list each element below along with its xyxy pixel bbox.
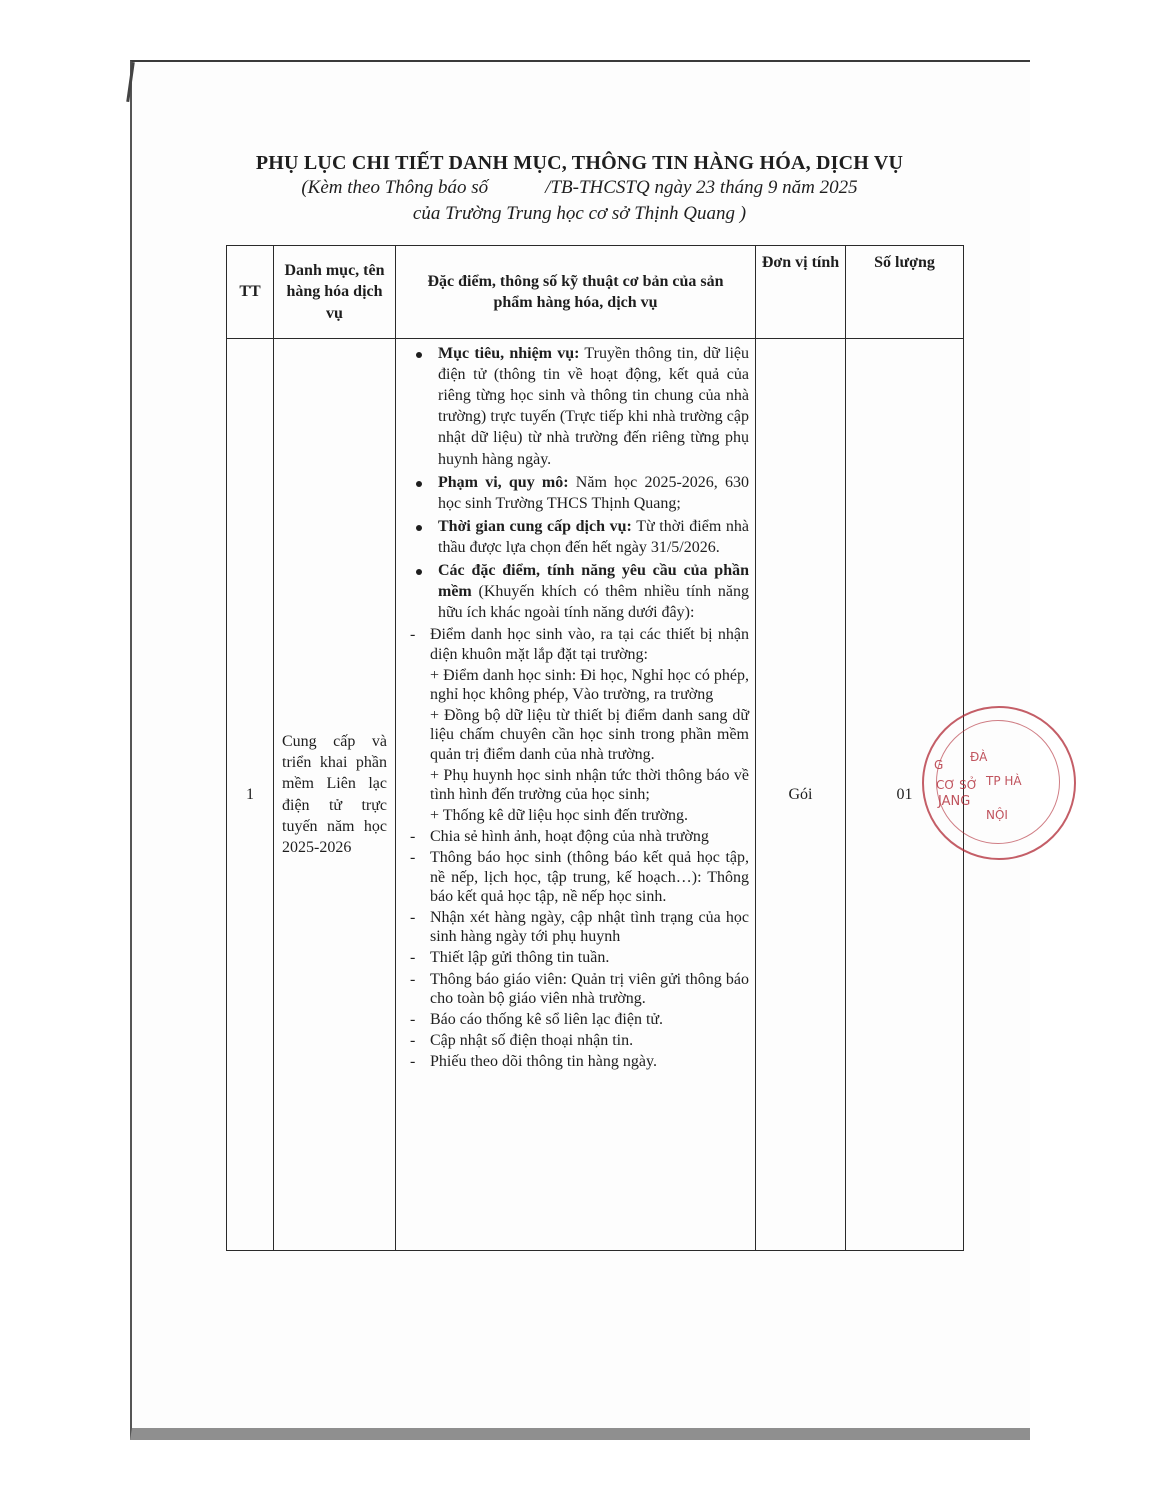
feature-item: - Phiếu theo dõi thông tin hàng ngày. xyxy=(408,1052,749,1071)
row-unit: Gói xyxy=(756,339,846,1251)
feature-item: - Nhận xét hàng ngày, cập nhật tình trạng của học sinh hàng ngày tới phụ huynh xyxy=(408,908,749,946)
feature-item: - Thông báo học sinh (thông báo kết quả học tập, nề nếp, lịch học, tập trung, kế hoạch…): Thông báo kết quả học tập, nề nếp học sinh. xyxy=(408,848,749,906)
header-desc: Đặc điểm, thông số kỹ thuật cơ bản của sản phẩm hàng hóa, dịch vụ xyxy=(396,246,756,339)
seal-text: TP HÀ xyxy=(986,774,1022,788)
sub-feature-item: + Phụ huynh học sinh nhận tức thời thông báo về tình hình đến trường của học sinh; xyxy=(430,766,749,803)
seal-text: ĐÀ xyxy=(970,750,988,764)
document-title: PHỤ LỤC CHI TIẾT DANH MỤC, THÔNG TIN HÀNG HÓA, DỊCH VỤ xyxy=(255,152,904,174)
sub-feature-item: + Thống kê dữ liệu học sinh đến trường. xyxy=(430,807,689,825)
feature-item: - Báo cáo thống kê sổ liên lạc điện tử. xyxy=(408,1010,749,1029)
header-tt: TT xyxy=(227,246,274,339)
goods-table xyxy=(226,245,964,1251)
seal-text: JANG xyxy=(938,794,971,809)
feature-item: - Thiết lập gửi thông tin tuần. xyxy=(408,948,749,967)
seal-text: CƠ SỞ xyxy=(936,778,978,792)
table-row xyxy=(227,339,964,1251)
spec-bullets xyxy=(408,343,749,623)
header-name: Danh mục, tên hàng hóa dịch vụ xyxy=(274,246,396,339)
row-item-name: Cung cấp và triển khai phần mềm Liên lạc điện tử trực tuyến năm học 2025-2026 xyxy=(274,339,396,1251)
document-subtitle-line2: của Trường Trung học cơ sở Thịnh Quang ) xyxy=(412,203,747,224)
bullet-objective: Mục tiêu, nhiệm vụ: Truyền thông tin, dữ liệu điện tử (thông tin về hoạt động, kết quả của riêng từng học sinh và thông tin chung của nhà trường) trực tuyến (Trực tiếp khi nhà trường cập nhật dữ liệu) từ nhà trường đến riêng từng phụ huynh hàng ngày. xyxy=(408,343,749,470)
bullet-features: Các đặc điểm, tính năng yêu cầu của phần mềm (Khuyến khích có thêm nhiều tính năng hữu ích khác ngoài tính năng dưới đây): xyxy=(408,560,749,623)
feature-attendance: - Điểm danh học sinh vào, ra tại các thiết bị nhận diện khuôn mặt lắp đặt tại trường: xyxy=(408,625,749,663)
feature-item: - Thông báo giáo viên: Quản trị viên gửi thông báo cho toàn bộ giáo viên nhà trường. xyxy=(408,970,749,1008)
document-subtitle-line1: (Kèm theo Thông báo số /TB-THCSTQ ngày 23 tháng 9 năm 2025 xyxy=(301,177,858,198)
official-seal xyxy=(922,706,1076,860)
feature-item: - Cập nhật số điện thoại nhận tin. xyxy=(408,1031,749,1050)
header-unit: Đơn vị tính xyxy=(756,246,846,339)
bullet-duration: Thời gian cung cấp dịch vụ: Từ thời điểm nhà thầu được lựa chọn đến hết ngày 31/5/2026. xyxy=(408,516,749,558)
seal-text: NỘI xyxy=(986,808,1008,822)
sub-feature-item: + Đồng bộ dữ liệu từ thiết bị điểm danh sang dữ liệu chấm chuyên cần học sinh trong phần mềm quản trị điểm danh của nhà trường. xyxy=(430,707,749,763)
seal-text: G xyxy=(934,758,944,772)
table-header-row xyxy=(227,246,964,339)
row-tt: 1 xyxy=(227,339,274,1251)
sub-feature-item: + Điểm danh học sinh: Đi học, Nghỉ học có phép, nghỉ học không phép, Vào trường, ra trường xyxy=(430,666,749,703)
row-description xyxy=(396,339,756,1251)
feature-item: - Chia sẻ hình ảnh, hoạt động của nhà trường xyxy=(408,827,749,846)
bullet-scope: Phạm vi, quy mô: Năm học 2025-2026, 630 học sinh Trường THCS Thịnh Quang; xyxy=(408,472,749,514)
header-qty: Số lượng xyxy=(846,246,964,339)
row-quantity: 01 xyxy=(846,339,964,1251)
